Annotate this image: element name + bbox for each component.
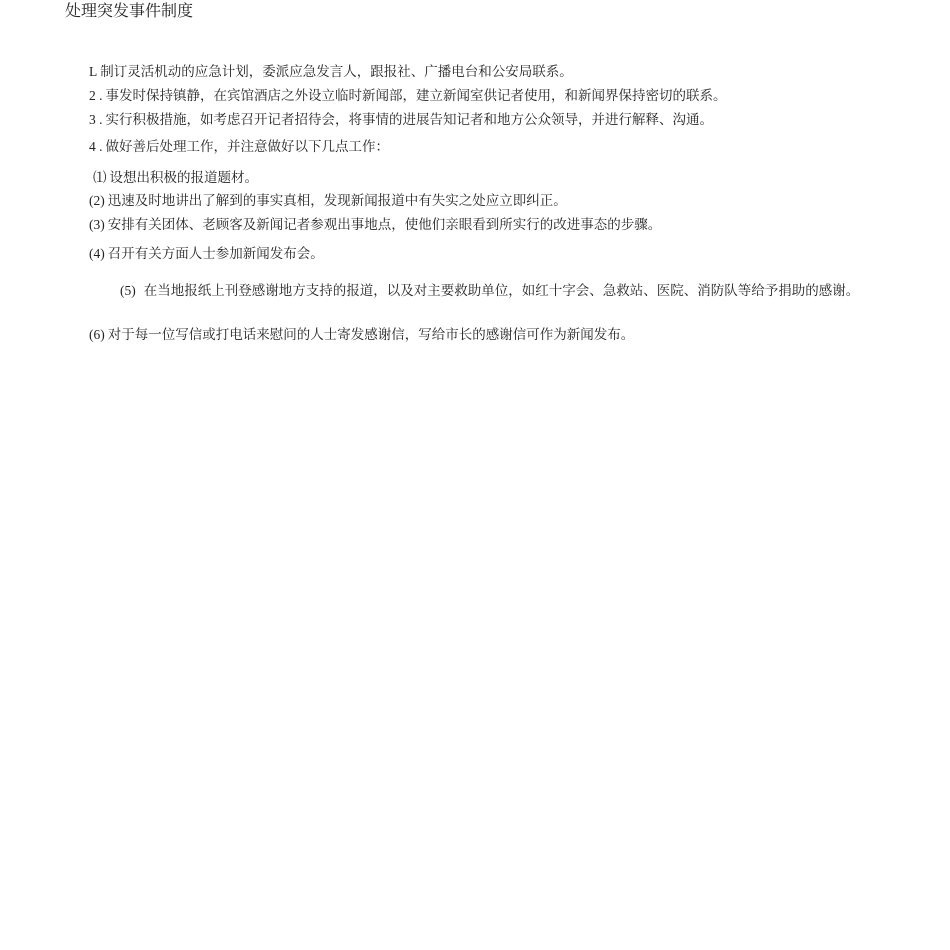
sub-list-item — [58, 279, 888, 303]
item-text: 安排有关团体、老顾客及新闻记者参观出事地点，使他们亲眼看到所实行的改进事态的步骤。 — [107, 217, 662, 233]
item-text: 设想出积极的报道题材。 — [109, 170, 258, 186]
sub-list-item — [89, 327, 634, 343]
list-item — [89, 112, 713, 128]
item-text: 制订灵活机动的应急计划，委派应急发言人，跟报社、广播电台和公安局联系。 — [100, 64, 573, 80]
sub-list-item — [89, 246, 324, 262]
item-number: (4) — [89, 246, 105, 261]
item-text: 对于每一位写信或打电话来慰问的人士寄发感谢信，写给市长的感谢信可作为新闻发布。 — [107, 327, 635, 343]
item-number: 4 . — [89, 139, 103, 154]
list-item — [89, 88, 727, 104]
item-text: 做好善后处理工作，并注意做好以下几点工作： — [105, 139, 389, 155]
item-text: 事发时保持镇静，在宾馆酒店之外设立临时新闻部，建立新闻室供记者使用，和新闻界保持密切的联系。 — [105, 88, 727, 104]
item-number: 2 . — [89, 88, 103, 103]
item-number: (6) — [89, 327, 105, 342]
item-text: 实行积极措施，如考虑召开记者招待会，将事情的进展告知记者和地方公众领导，并进行解释、沟通。 — [105, 112, 713, 128]
item-text: 在当地报纸上刊登感谢地方支持的报道，以及对主要救助单位，如红十字会、急救站、医院、消防队等给予捐助的感谢。 — [143, 283, 860, 299]
item-number: 3 . — [89, 112, 103, 127]
item-text: 召开有关方面人士参加新闻发布会。 — [107, 246, 324, 262]
item-number: L — [89, 64, 98, 79]
list-item — [89, 64, 573, 80]
item-number: ⑴ — [93, 170, 107, 185]
item-text: 迅速及时地讲出了解到的事实真相，发现新闻报道中有失实之处应立即纠正。 — [107, 193, 567, 209]
sub-list-item — [89, 217, 661, 233]
sub-list-item — [93, 170, 258, 186]
document-title: 处理突发事件制度 — [65, 1, 194, 20]
sub-list-item — [89, 193, 567, 209]
item-number: (2) — [89, 193, 105, 208]
item-number: (5) — [120, 283, 136, 298]
list-item — [89, 139, 389, 155]
item-number: (3) — [89, 217, 105, 232]
